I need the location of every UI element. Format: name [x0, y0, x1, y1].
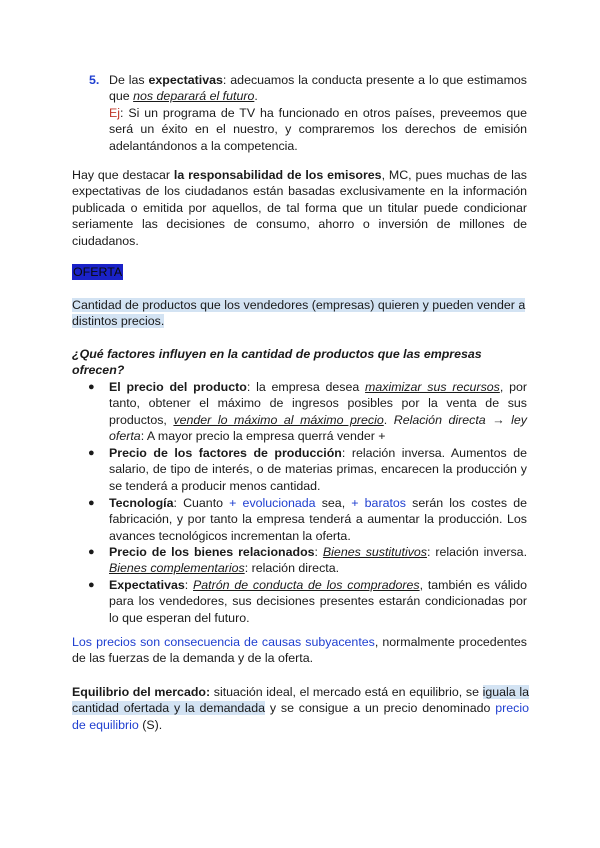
- factor-text: : relación directa.: [244, 561, 340, 576]
- factor-expectativas: [109, 577, 527, 626]
- bullet-icon: ●: [88, 497, 95, 509]
- bienes-sustitutivos: Bienes sustitutivos: [322, 545, 427, 559]
- factor-text: : relación inversa. Aumentos de salario, de tipo de interés, o de materias primas, encarecen la producción y se tenderá a producir menos cantidad.: [109, 446, 527, 493]
- factor-title: Tecnología: [109, 496, 174, 510]
- factor-title: Precio de los factores de producción: [109, 446, 342, 460]
- patron-conducta: Patrón de conducta de los compradores: [193, 578, 420, 592]
- factor-text: , también es válido para los vendedores, sus decisiones presentes estarán condicionadas por lo que esperan del futuro.: [109, 578, 528, 625]
- factor-title: Precio de los bienes relacionados: [109, 545, 315, 559]
- factor-text: : A mayor precio la empresa querrá vender +: [140, 429, 386, 444]
- section-heading-oferta: OFERTA: [73, 265, 123, 279]
- equilibrio-text: situación ideal, el mercado está en equilibrio, se: [210, 685, 483, 699]
- factor-text: :: [184, 578, 194, 592]
- factor-precio-factores: [109, 445, 527, 494]
- item5-lead: De las: [109, 73, 149, 87]
- precios-causas: Los precios son consecuencia de causas subyacentes: [72, 635, 375, 649]
- emisores-bold: la responsabilidad de los emisores: [173, 168, 382, 182]
- factor-text: :: [314, 545, 323, 559]
- item5-desc: adecuamos la conducta presente a lo que estimamos que: [109, 73, 527, 104]
- precio-equilibrio: precio de equilibrio: [72, 701, 529, 732]
- mas-evolucionada: + evolucionada: [229, 496, 316, 510]
- bullet-icon: ●: [88, 579, 95, 591]
- item5-end: .: [254, 89, 258, 104]
- paragraph-equilibrio: [72, 684, 529, 733]
- factor-precio-producto: [109, 379, 527, 445]
- factor-text: : Cuanto: [173, 496, 230, 510]
- emisores-t2: , MC, pues muchas de las expectativas de los ciudadanos están basadas exclusivamente en la información publicada o emitida por aquellos, de tal forma que un titular puede condicionar seriamente las decisiones de consumo, ahorro o inversión de millones de ciudadanos.: [72, 168, 528, 248]
- factors-question: ¿Qué factores influyen en la cantidad de productos que las empresas ofrecen?: [72, 347, 482, 378]
- equilibrio-term: Equilibrio del mercado:: [72, 685, 211, 699]
- bullet-icon: ●: [88, 447, 95, 459]
- paragraph-emisores: [72, 167, 527, 249]
- equilibrio-text: (S).: [138, 717, 163, 732]
- factor-title: El precio del producto: [109, 380, 247, 394]
- equilibrio-highlight: iguala la cantidad ofertada y la demandada: [72, 685, 529, 716]
- item5-term: expectativas: [148, 73, 223, 87]
- oferta-definition: [72, 297, 529, 330]
- example-label: Ej: [109, 105, 121, 120]
- bullet-icon: ●: [88, 381, 95, 393]
- factor-text: : la empresa desea: [246, 380, 366, 394]
- factor-text: .: [383, 412, 394, 427]
- item5-text: [109, 72, 527, 154]
- factor-title: Expectativas: [109, 578, 185, 592]
- vender-maximo: vender lo máximo al máximo precio: [173, 412, 384, 427]
- bullet-icon: ●: [88, 546, 95, 558]
- item5-future: nos deparará el futuro: [133, 89, 255, 104]
- precios-rest: , normalmente procedentes de las fuerzas de la demanda y de la oferta.: [72, 635, 527, 666]
- relacion-directa: Relación directa → ley oferta: [109, 412, 527, 444]
- definition-text: Cantidad de productos que los vendedores (empresas) quieren y pueden vender a distintos precios.: [72, 298, 526, 329]
- bienes-complementarios: Bienes complementarios: [109, 561, 245, 576]
- factor-tecnologia: [109, 495, 527, 544]
- equilibrio-text: y se consigue a un precio denominado: [264, 701, 496, 716]
- item5-colon: :: [222, 73, 227, 87]
- factor-text: : relación inversa.: [426, 545, 528, 559]
- factor-text: , por tanto, obtener el máximo de ingresos posibles por la venta de sus productos,: [109, 380, 527, 427]
- mas-baratos: + baratos: [351, 496, 406, 510]
- factor-text: serán los costes de fabricación, y por tanto la empresa tenderá a aumentar la producción. Los avances tecnológicos incrementan la oferta.: [109, 496, 527, 543]
- example-text: : Si un programa de TV ha funcionado en otros países, preveemos que será un éxito en el nuestro, y compraremos los derechos de emisión adelantándonos a la competencia.: [109, 105, 527, 153]
- list-number-5: 5.: [89, 73, 100, 87]
- factor-bienes-relacionados: [109, 544, 527, 577]
- emisores-t1: Hay que destacar: [72, 168, 174, 182]
- factor-text: sea,: [315, 496, 352, 510]
- maximizar-link: maximizar sus recursos: [365, 380, 500, 394]
- paragraph-precios: [72, 634, 527, 667]
